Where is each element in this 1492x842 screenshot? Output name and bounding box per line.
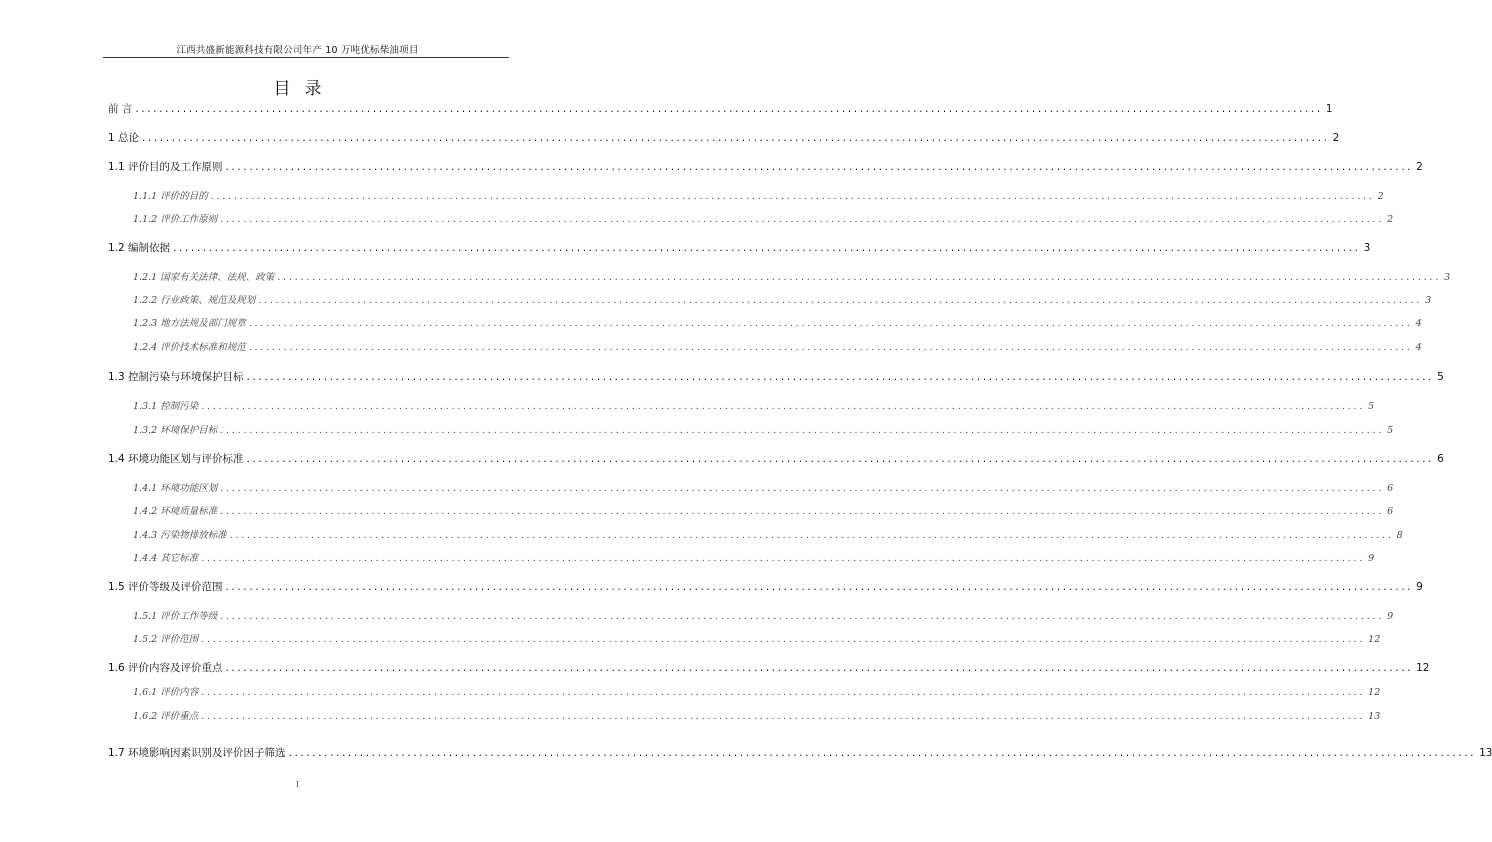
- toc-entry[interactable]: [108, 608, 1394, 622]
- toc-entry[interactable]: [108, 269, 1451, 283]
- toc-entry-page: 4: [1415, 318, 1422, 329]
- toc-entry-page: 6: [1387, 483, 1394, 494]
- toc-entry-label: 1.1 评价目的及工作原则: [108, 161, 223, 173]
- toc-leader-dots: ........................................................................................................................................................................................................: [220, 611, 1385, 622]
- toc-entry-label: 1.4.3 污染物排放标准: [133, 530, 227, 541]
- toc-leader-dots: ........................................................................................................................................................................................................: [246, 453, 1435, 465]
- toc-entry-page: 9: [1416, 581, 1423, 593]
- toc-entry-label: 1.4 环境功能区划与评价标准: [108, 453, 244, 465]
- toc-entry[interactable]: [108, 292, 1432, 306]
- toc-entry-label: 1 总论: [108, 132, 140, 144]
- toc-entry[interactable]: [108, 745, 1492, 760]
- toc-entry-label: 前 言: [108, 103, 133, 115]
- toc-entry-label: 1.6.2 评价重点: [133, 711, 199, 722]
- toc-entry[interactable]: [108, 480, 1394, 494]
- toc-entry[interactable]: [108, 684, 1381, 698]
- toc-leader-dots: ........................................................................................................................................................................................................: [248, 342, 1413, 353]
- toc-leader-dots: ........................................................................................................................................................................................................: [220, 506, 1385, 517]
- toc-entry-page: 9: [1368, 553, 1375, 564]
- toc-entry-label: 1.1.2 评价工作原则: [133, 214, 218, 225]
- toc-entry[interactable]: [108, 451, 1444, 466]
- toc-leader-dots: ........................................................................................................................................................................................................: [201, 711, 1366, 722]
- toc-leader-dots: ........................................................................................................................................................................................................: [201, 553, 1366, 564]
- toc-entry-label: 1.4.1 环境功能区划: [133, 483, 218, 494]
- toc-entry[interactable]: [108, 101, 1333, 116]
- header-divider: [103, 57, 509, 58]
- toc-leader-dots: ........................................................................................................................................................................................................: [258, 295, 1423, 306]
- toc-entry[interactable]: [108, 660, 1430, 675]
- toc-leader-dots: ........................................................................................................................................................................................................: [225, 161, 1414, 173]
- page-number: I: [295, 780, 300, 789]
- toc-entry-page: 8: [1396, 530, 1403, 541]
- toc-entry[interactable]: [108, 369, 1444, 384]
- toc-entry[interactable]: [108, 130, 1340, 145]
- toc-entry[interactable]: [108, 708, 1381, 722]
- toc-entry[interactable]: [108, 398, 1375, 412]
- toc-entry-page: 12: [1368, 634, 1381, 645]
- toc-entry-label: 1.2.3 地方法规及部门规章: [133, 318, 246, 329]
- toc-leader-dots: ........................................................................................................................................................................................................: [229, 530, 1394, 541]
- toc-entry[interactable]: [108, 550, 1375, 564]
- toc-entry[interactable]: [108, 422, 1394, 436]
- toc-entry-page: 13: [1368, 711, 1381, 722]
- toc-entry-page: 6: [1387, 506, 1394, 517]
- toc-entry[interactable]: [108, 631, 1381, 645]
- toc-entry-label: 1.5.2 评价范围: [133, 634, 199, 645]
- toc-entry-label: 1.4.2 环境质量标准: [133, 506, 218, 517]
- toc-entry-label: 1.6 评价内容及评价重点: [108, 662, 223, 674]
- toc-leader-dots: ........................................................................................................................................................................................................: [201, 687, 1366, 698]
- toc-entry-page: 5: [1368, 401, 1375, 412]
- toc-leader-dots: ........................................................................................................................................................................................................: [142, 132, 1330, 144]
- toc-entry-label: 1.3.2 环境保护目标: [133, 425, 218, 436]
- toc-entry[interactable]: [108, 315, 1422, 329]
- toc-entry-page: 2: [1332, 132, 1340, 144]
- toc-entry[interactable]: [108, 339, 1422, 353]
- toc-leader-dots: ........................................................................................................................................................................................................: [220, 214, 1385, 225]
- toc-entry-page: 1: [1325, 103, 1333, 115]
- toc-entry[interactable]: [108, 188, 1384, 202]
- toc-entry[interactable]: [108, 527, 1403, 541]
- toc-entry-page: 3: [1363, 242, 1371, 254]
- toc-entry-label: 1.2 编制依据: [108, 242, 171, 254]
- toc-entry-label: 1.4.4 其它标准: [133, 553, 199, 564]
- toc-entry-label: 1.2.4 评价技术标准和规范: [133, 342, 246, 353]
- toc-entry-page: 5: [1387, 425, 1394, 436]
- toc-entry-page: 2: [1377, 191, 1384, 202]
- toc-entry-page: 5: [1437, 371, 1444, 383]
- toc-entry-page: 6: [1437, 453, 1444, 465]
- toc-entry-label: 1.6.1 评价内容: [133, 687, 199, 698]
- toc-entry-page: 3: [1444, 272, 1451, 283]
- toc-entry-label: 1.5.1 评价工作等级: [133, 611, 218, 622]
- toc-leader-dots: ........................................................................................................................................................................................................: [225, 581, 1414, 593]
- toc-entry-page: 12: [1368, 687, 1381, 698]
- toc-entry[interactable]: [108, 579, 1423, 594]
- toc-entry-label: 1.3 控制污染与环境保护目标: [108, 371, 244, 383]
- toc-entry[interactable]: [108, 159, 1423, 174]
- toc-leader-dots: ........................................................................................................................................................................................................: [225, 662, 1414, 674]
- toc-leader-dots: ........................................................................................................................................................................................................: [201, 401, 1366, 412]
- toc-entry-page: 4: [1415, 342, 1422, 353]
- toc-entry-label: 1.3.1 控制污染: [133, 401, 199, 412]
- toc-leader-dots: ........................................................................................................................................................................................................: [246, 371, 1435, 383]
- page-title: 目录: [273, 79, 336, 99]
- toc-entry-label: 1.7 环境影响因素识别及评价因子筛选: [108, 747, 286, 759]
- toc-leader-dots: ........................................................................................................................................................................................................: [248, 318, 1413, 329]
- toc-entry-label: 1.1.1 评价的目的: [133, 191, 208, 202]
- toc-entry-page: 2: [1387, 214, 1394, 225]
- toc-entry[interactable]: [108, 503, 1394, 517]
- toc-leader-dots: ........................................................................................................................................................................................................: [173, 242, 1361, 254]
- toc-entry-label: 1.2.2 行业政策、规范及规划: [133, 295, 256, 306]
- toc-leader-dots: ........................................................................................................................................................................................................: [277, 272, 1442, 283]
- toc-entry[interactable]: [108, 211, 1394, 225]
- toc-entry-page: 3: [1425, 295, 1432, 306]
- toc-entry-page: 2: [1416, 161, 1423, 173]
- toc-entry-page: 9: [1387, 611, 1394, 622]
- toc-leader-dots: ........................................................................................................................................................................................................: [210, 191, 1375, 202]
- toc-entry-page: 13: [1479, 747, 1492, 759]
- toc-entry-page: 12: [1416, 662, 1430, 674]
- toc-entry-label: 1.2.1 国家有关法律、法规、政策: [133, 272, 275, 283]
- toc-leader-dots: ........................................................................................................................................................................................................: [288, 747, 1477, 759]
- toc-leader-dots: ........................................................................................................................................................................................................: [135, 103, 1323, 115]
- toc-leader-dots: ........................................................................................................................................................................................................: [220, 425, 1385, 436]
- toc-entry[interactable]: [108, 240, 1371, 255]
- toc-leader-dots: ........................................................................................................................................................................................................: [220, 483, 1385, 494]
- running-header: 江西共盛新能源科技有限公司年产 10 万吨优标柴油项目: [176, 45, 419, 56]
- toc-leader-dots: ........................................................................................................................................................................................................: [201, 634, 1366, 645]
- toc-entry-label: 1.5 评价等级及评价范围: [108, 581, 223, 593]
